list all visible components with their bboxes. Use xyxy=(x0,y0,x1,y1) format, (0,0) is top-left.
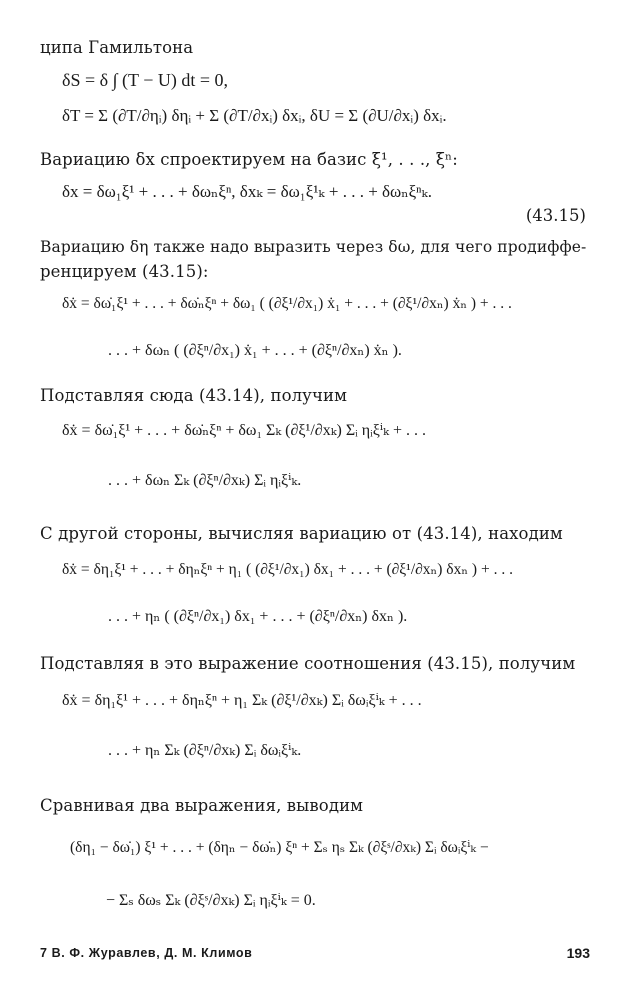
equation-derivative-line2: . . . + δωₙ ( (∂ξⁿ/∂x₁) ẋ₁ + . . . + (∂ξⁿ/∂xₙ) ẋₙ ). xyxy=(108,342,402,359)
equation-variations-T-U: δT = Σ (∂T/∂ηᵢ) δηᵢ + Σ (∂T/∂xᵢ) δxᵢ, δU = Σ (∂U/∂xᵢ) δxᵢ. xyxy=(62,106,447,125)
equation-variation-line1: δẋ = δη₁ξ¹ + . . . + δηₙξⁿ + η₁ ( (∂ξ¹/∂x₁) δx₁ + . . . + (∂ξ¹/∂xₙ) δxₙ ) + . . . xyxy=(62,561,513,578)
equation-comparison-line1: (δη₁ − δω̇₁) ξ¹ + . . . + (δηₙ − δω̇ₙ) ξⁿ + Σₛ ηₛ Σₖ (∂ξˢ/∂xₖ) Σᵢ δωᵢξⁱₖ − xyxy=(70,839,489,856)
paragraph-text: Вариацию δx спроектируем на базис ξ¹, . . ., ξⁿ: xyxy=(40,150,458,169)
paragraph-text: Вариацию δη также надо выразить через δω, для чего продиффе- xyxy=(40,238,587,256)
equation-number: (43.15) xyxy=(525,206,586,225)
equation-substituted-line2: . . . + δωₙ Σₖ (∂ξⁿ/∂xₖ) Σᵢ ηᵢξⁱₖ. xyxy=(108,472,302,489)
equation-derivative-line1: δẋ = δω̇₁ξ¹ + . . . + δω̇ₙξⁿ + δω₁ ( (∂ξ¹/∂x₁) ẋ₁ + . . . + (∂ξ¹/∂xₙ) ẋₙ ) + . . . xyxy=(62,295,512,312)
paragraph-text: ципа Гамильтона xyxy=(40,38,194,57)
equation-relation-line2: . . . + ηₙ Σₖ (∂ξⁿ/∂xₖ) Σᵢ δωᵢξⁱₖ. xyxy=(108,742,302,759)
equation-hamilton-principle: δS = δ ∫ (T − U) dt = 0, xyxy=(62,70,229,90)
equation-variation-line2: . . . + ηₙ ( (∂ξⁿ/∂x₁) δx₁ + . . . + (∂ξⁿ/∂xₙ) δxₙ ). xyxy=(108,608,408,625)
paragraph-text: С другой стороны, вычисляя вариацию от (43.14), находим xyxy=(40,524,563,543)
equation-43-15: δx = δω₁ξ¹ + . . . + δωₙξⁿ, δxₖ = δω₁ξ¹ₖ + . . . + δωₙξⁿₖ. xyxy=(62,182,432,201)
equation-substituted-line1: δẋ = δω̇₁ξ¹ + . . . + δω̇ₙξⁿ + δω₁ Σₖ (∂ξ¹/∂xₖ) Σᵢ ηᵢξⁱₖ + . . . xyxy=(62,422,426,439)
paragraph-text: Подставляя в это выражение соотношения (43.15), получим xyxy=(40,654,576,673)
page-number: 193 xyxy=(566,945,590,961)
equation-comparison-line2: − Σₛ δωₛ Σₖ (∂ξˢ/∂xₖ) Σᵢ ηᵢξⁱₖ = 0. xyxy=(106,892,316,909)
paragraph-text: Сравнивая два выражения, выводим xyxy=(40,796,364,815)
paragraph-text: Подставляя сюда (43.14), получим xyxy=(40,386,348,405)
paragraph-text: ренцируем (43.15): xyxy=(40,262,209,281)
footer-signature: 7 В. Ф. Журавлев, Д. М. Климов xyxy=(40,946,253,960)
equation-relation-line1: δẋ = δη₁ξ¹ + . . . + δηₙξⁿ + η₁ Σₖ (∂ξ¹/∂xₖ) Σᵢ δωᵢξⁱₖ + . . . xyxy=(62,692,422,709)
